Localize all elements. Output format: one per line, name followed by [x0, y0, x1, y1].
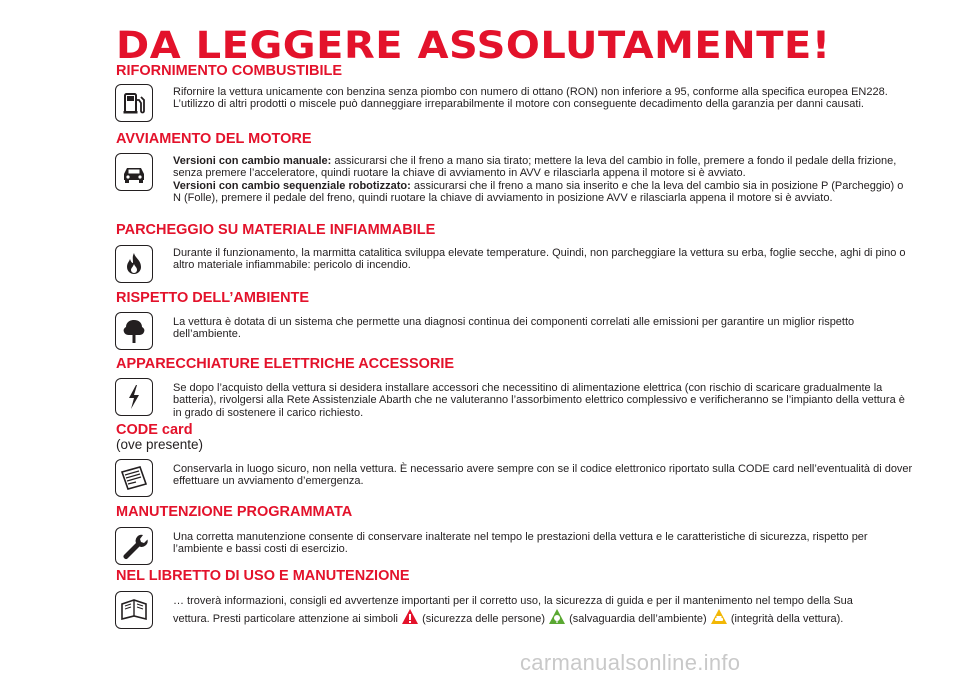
section-title-parking: PARCHEGGIO SU MATERIALE INFIAMMABILE [116, 222, 436, 238]
section-text-start [173, 155, 913, 205]
book-icon [115, 591, 153, 629]
section-text-parking: Durante il funzionamento, la marmitta catalitica sviluppa elevate temperature. Quindi, non parcheggiare la vettura su erba, foglie secche, aghi di pino o altro materiale infiammabile: pericolo di incendio. [173, 247, 906, 272]
manual-text-symbols-intro: vettura. Presti particolare attenzione ai simboli [173, 613, 402, 626]
section-text-electrical: Se dopo l’acquisto della vettura si desidera installare accessori che necessitino di alimentazione elettrica (con rischio di scaricare gradualmente la batteria), rivolgersi alla Rete Assistenziale Abarth che ne valuteranno l’assorbimento elettrico complessivo e verificheranno se l’impianto della vettura è in grado di sostenere il carico richiesto. [173, 382, 905, 419]
watermark: carmanualsonline.info [520, 650, 741, 675]
page-title: DA LEGGERE ASSOLUTAMENTE! [116, 24, 831, 67]
section-text-code-card: Conservarla in luogo sicuro, non nella vettura. È necessario avere sempre con se il codice elettronico riportato sulla CODE card nell’eventualità di dover effettuare un avviamento d’emergenza. [173, 463, 913, 488]
section-title-manual: NEL LIBRETTO DI USO E MANUTENZIONE [116, 568, 410, 584]
manual-text-line-1: … troverà informazioni, consigli ed avvertenze importanti per il corretto uso, la sicurezza di guida e per il mantenimento nel tempo della Sua [173, 595, 853, 607]
label-environment: (salvaguardia dell’ambiente) [566, 613, 710, 626]
tree-icon [115, 312, 153, 350]
robot-gearbox-text: assicurarsi che il freno a mano sia inserito e che la leva del cambio sia in posizione P (Parcheggio) o N (Folle), premere il pedale del freno, quindi ruotare la chiave di avviamento in posizione AVV e rilasciarla appena il motore si è avviato. [173, 179, 904, 205]
section-text-maintenance: Una corretta manutenzione consente di conservare inalterate nel tempo le prestazioni della vettura e le caratteristiche di sicurezza, rispetto per l’ambiente e bassi costi di esercizio. [173, 531, 868, 556]
section-text-environment: La vettura è dotata di un sistema che permette una diagnosi continua dei componenti correlati alle emissioni per garantire un miglior rispetto dell’ambiente. [173, 316, 855, 341]
code-card-icon [115, 459, 153, 497]
fire-icon [115, 245, 153, 283]
section-title-maintenance: MANUTENZIONE PROGRAMMATA [116, 504, 353, 520]
section-subtitle-code-card: (ove presente) [116, 437, 204, 452]
environment-warning-icon [548, 608, 566, 626]
wrench-icon [115, 527, 153, 565]
manual-gearbox-label: Versioni con cambio manuale: [173, 155, 332, 167]
label-vehicle-integrity: (integrità della vettura). [727, 613, 844, 626]
robot-gearbox-label: Versioni con cambio sequenziale robotizzato: [173, 179, 411, 192]
section-title-fuel: RIFORNIMENTO COMBUSTIBILE [116, 63, 343, 79]
section-title-code-card: CODE card [116, 422, 193, 438]
vehicle-integrity-warning-icon [710, 608, 728, 626]
section-title-environment: RISPETTO DELL’AMBIENTE [116, 290, 310, 306]
people-safety-warning-icon [401, 608, 419, 626]
section-title-start: AVVIAMENTO DEL MOTORE [116, 131, 312, 147]
lightning-icon [115, 378, 153, 416]
section-text-fuel: Rifornire la vettura unicamente con benzina senza piombo con numero di ottano (RON) non inferiore a 95, conforme alla specifica europea EN228. L’utilizzo di altri prodotti o miscele può danneggiare irreparabilmente il motore con conseguente decadimento della garanzia per danni causati. [173, 86, 888, 111]
car-icon [115, 153, 153, 191]
section-text-manual [173, 595, 913, 631]
section-title-electrical: APPARECCHIATURE ELETTRICHE ACCESSORIE [116, 356, 455, 372]
label-people-safety: (sicurezza delle persone) [419, 613, 549, 626]
manual-gearbox-text: assicurarsi che il freno a mano sia tirato; mettere la leva del cambio in folle, premere a fondo il pedale della frizione, senza premere l’acceleratore, quindi ruotare la chiave di avviamento in AVV e rilasciarla appena il motore si è avviato. [173, 155, 897, 180]
fuel-pump-icon [115, 84, 153, 122]
manual-text-line-2 [173, 613, 843, 625]
